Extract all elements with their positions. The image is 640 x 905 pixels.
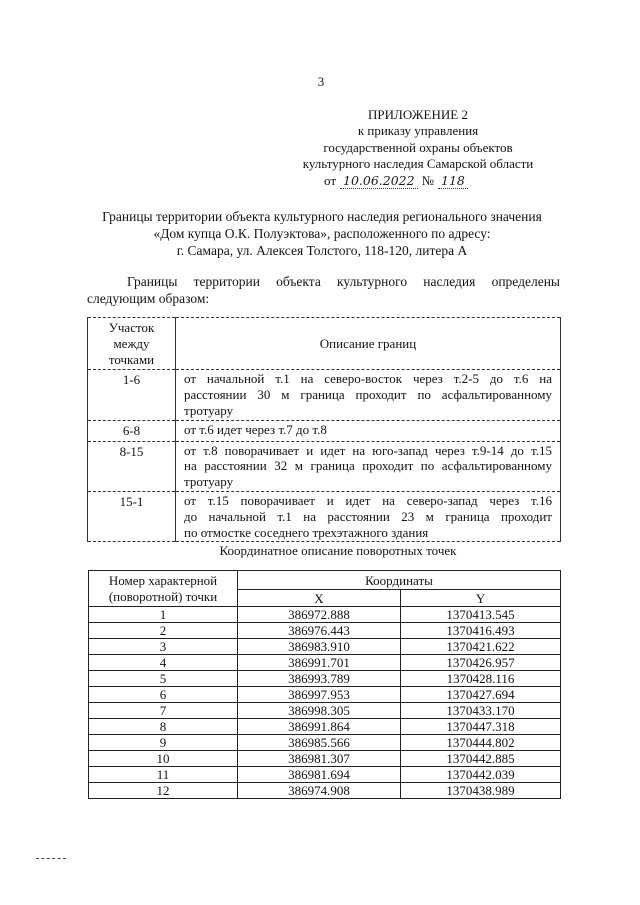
x-coordinate-cell: 386983.910 bbox=[238, 639, 401, 655]
intro-paragraph bbox=[87, 274, 560, 307]
y-coordinate-cell: 1370427.694 bbox=[401, 687, 561, 703]
x-coordinate-cell: 386985.566 bbox=[238, 735, 401, 751]
appendix-title: ПРИЛОЖЕНИЕ 2 bbox=[368, 107, 468, 122]
description-line: расстоянии 30 м граница проходит по асфальтированному bbox=[184, 387, 552, 403]
point-number-cell: 10 bbox=[89, 751, 238, 767]
point-number-cell: 2 bbox=[89, 623, 238, 639]
segment-header-line: Участок bbox=[108, 320, 155, 335]
coordinates-row bbox=[89, 783, 561, 799]
coordinates-row bbox=[89, 687, 561, 703]
point-number-cell: 11 bbox=[89, 767, 238, 783]
coordinates-row bbox=[89, 607, 561, 623]
document-heading bbox=[62, 208, 582, 259]
x-coordinate-cell: 386991.864 bbox=[238, 719, 401, 735]
x-coordinate-cell: 386981.307 bbox=[238, 751, 401, 767]
point-number-cell: 8 bbox=[89, 719, 238, 735]
description-line: по отмостке соседнего трехэтажного здания bbox=[184, 524, 429, 540]
description-line: от т.6 идет через т.7 до т.8 bbox=[184, 421, 327, 437]
number-prefix: № bbox=[421, 173, 434, 188]
description-cell bbox=[176, 370, 561, 420]
x-coordinate-cell: 386981.694 bbox=[238, 767, 401, 783]
boundaries-table bbox=[87, 317, 561, 542]
description-line: тротуару bbox=[184, 474, 234, 490]
description-line: тротуару bbox=[184, 402, 234, 418]
description-cell bbox=[176, 441, 561, 491]
segment-cell: 15-1 bbox=[88, 491, 176, 541]
description-line: от т.8 поворачивает и идет на юго-запад через т.9-14 до т.15 bbox=[184, 442, 552, 458]
boundaries-row bbox=[88, 441, 561, 491]
point-number-cell: 4 bbox=[89, 655, 238, 671]
coordinates-row bbox=[89, 735, 561, 751]
coordinates-row bbox=[89, 751, 561, 767]
point-number-cell: 9 bbox=[89, 735, 238, 751]
segment-header-line: между bbox=[113, 335, 150, 351]
coordinates-header-cell: Координаты bbox=[238, 571, 561, 590]
description-line: от начальной т.1 на северо-восток через т.2-5 до т.6 на bbox=[184, 371, 552, 387]
segment-cell: 1-6 bbox=[88, 370, 176, 420]
segment-cell: 6-8 bbox=[88, 420, 176, 441]
point-number-cell: 1 bbox=[89, 607, 238, 623]
point-header-line: Номер характерной bbox=[108, 572, 218, 588]
segment-cell: 8-15 bbox=[88, 441, 176, 491]
y-coordinate-cell: 1370444.802 bbox=[401, 735, 561, 751]
point-header-line: (поворотной) точки bbox=[108, 588, 218, 604]
y-coordinate-cell: 1370426.957 bbox=[401, 655, 561, 671]
appendix-block bbox=[280, 107, 556, 172]
handwritten-date: 10.06.2022 bbox=[340, 174, 418, 189]
footer-mark bbox=[36, 858, 66, 859]
x-coordinate-cell: 386991.701 bbox=[238, 655, 401, 671]
y-header-cell: Y bbox=[401, 590, 561, 607]
x-coordinate-cell: 386998.305 bbox=[238, 703, 401, 719]
y-coordinate-cell: 1370438.989 bbox=[401, 783, 561, 799]
description-line: до начальной т.1 на расстоянии 23 м граница проходит bbox=[184, 508, 552, 524]
x-coordinate-cell: 386972.888 bbox=[238, 607, 401, 623]
boundaries-row bbox=[88, 491, 561, 541]
point-number-cell: 3 bbox=[89, 639, 238, 655]
intro-line: следующим образом: bbox=[87, 290, 210, 306]
coordinates-title: Координатное описание поворотных точек bbox=[219, 543, 457, 558]
point-number-cell: 5 bbox=[89, 671, 238, 687]
coordinates-row bbox=[89, 639, 561, 655]
description-line: от т.15 поворачивает и идет на северо-запад через т.16 bbox=[184, 492, 552, 508]
y-coordinate-cell: 1370421.622 bbox=[401, 639, 561, 655]
appendix-line: культурного наследия Самарской области bbox=[302, 155, 534, 171]
boundaries-header-row bbox=[88, 318, 561, 370]
y-coordinate-cell: 1370433.170 bbox=[401, 703, 561, 719]
coordinates-header-row bbox=[89, 571, 561, 590]
y-coordinate-cell: 1370442.885 bbox=[401, 751, 561, 767]
coordinates-row bbox=[89, 703, 561, 719]
intro-line: Границы территории объекта культурного наследия определены bbox=[127, 274, 560, 289]
point-number-cell: 7 bbox=[89, 703, 238, 719]
coordinates-row bbox=[89, 623, 561, 639]
handwritten-number: 118 bbox=[438, 174, 468, 189]
x-coordinate-cell: 386974.908 bbox=[238, 783, 401, 799]
coordinates-row bbox=[89, 655, 561, 671]
y-coordinate-cell: 1370416.493 bbox=[401, 623, 561, 639]
segment-header-line: точками bbox=[108, 351, 155, 367]
date-prefix: от bbox=[324, 173, 337, 188]
boundaries-row bbox=[88, 420, 561, 441]
y-coordinate-cell: 1370413.545 bbox=[401, 607, 561, 623]
heading-line: Границы территории объекта культурного наследия регионального значения bbox=[102, 209, 542, 224]
x-coordinate-cell: 386976.443 bbox=[238, 623, 401, 639]
page-number: 3 bbox=[317, 74, 325, 89]
description-cell bbox=[176, 491, 561, 541]
point-number-cell: 12 bbox=[89, 783, 238, 799]
x-header-cell: X bbox=[238, 590, 401, 607]
heading-line: «Дом купца О.К. Полуэктова», расположенного по адресу: bbox=[153, 226, 491, 241]
coordinates-row bbox=[89, 719, 561, 735]
coordinates-row bbox=[89, 671, 561, 687]
order-date-line bbox=[324, 172, 468, 189]
description-header-cell: Описание границ bbox=[176, 318, 561, 370]
description-cell bbox=[176, 420, 561, 441]
appendix-line: государственной охраны объектов bbox=[323, 139, 513, 155]
appendix-line: к приказу управления bbox=[357, 123, 479, 139]
point-number-cell: 6 bbox=[89, 687, 238, 703]
x-coordinate-cell: 386997.953 bbox=[238, 687, 401, 703]
y-coordinate-cell: 1370428.116 bbox=[401, 671, 561, 687]
point-header-cell bbox=[89, 571, 238, 607]
y-coordinate-cell: 1370442.039 bbox=[401, 767, 561, 783]
coordinates-table bbox=[88, 570, 561, 799]
heading-line: г. Самара, ул. Алексея Толстого, 118-120, литера А bbox=[176, 243, 468, 258]
x-coordinate-cell: 386993.789 bbox=[238, 671, 401, 687]
coordinates-row bbox=[89, 767, 561, 783]
description-line: на расстоянии 32 м граница проходит по асфальтированному bbox=[184, 458, 552, 474]
boundaries-row bbox=[88, 370, 561, 420]
segment-header-cell bbox=[88, 318, 176, 370]
y-coordinate-cell: 1370447.318 bbox=[401, 719, 561, 735]
